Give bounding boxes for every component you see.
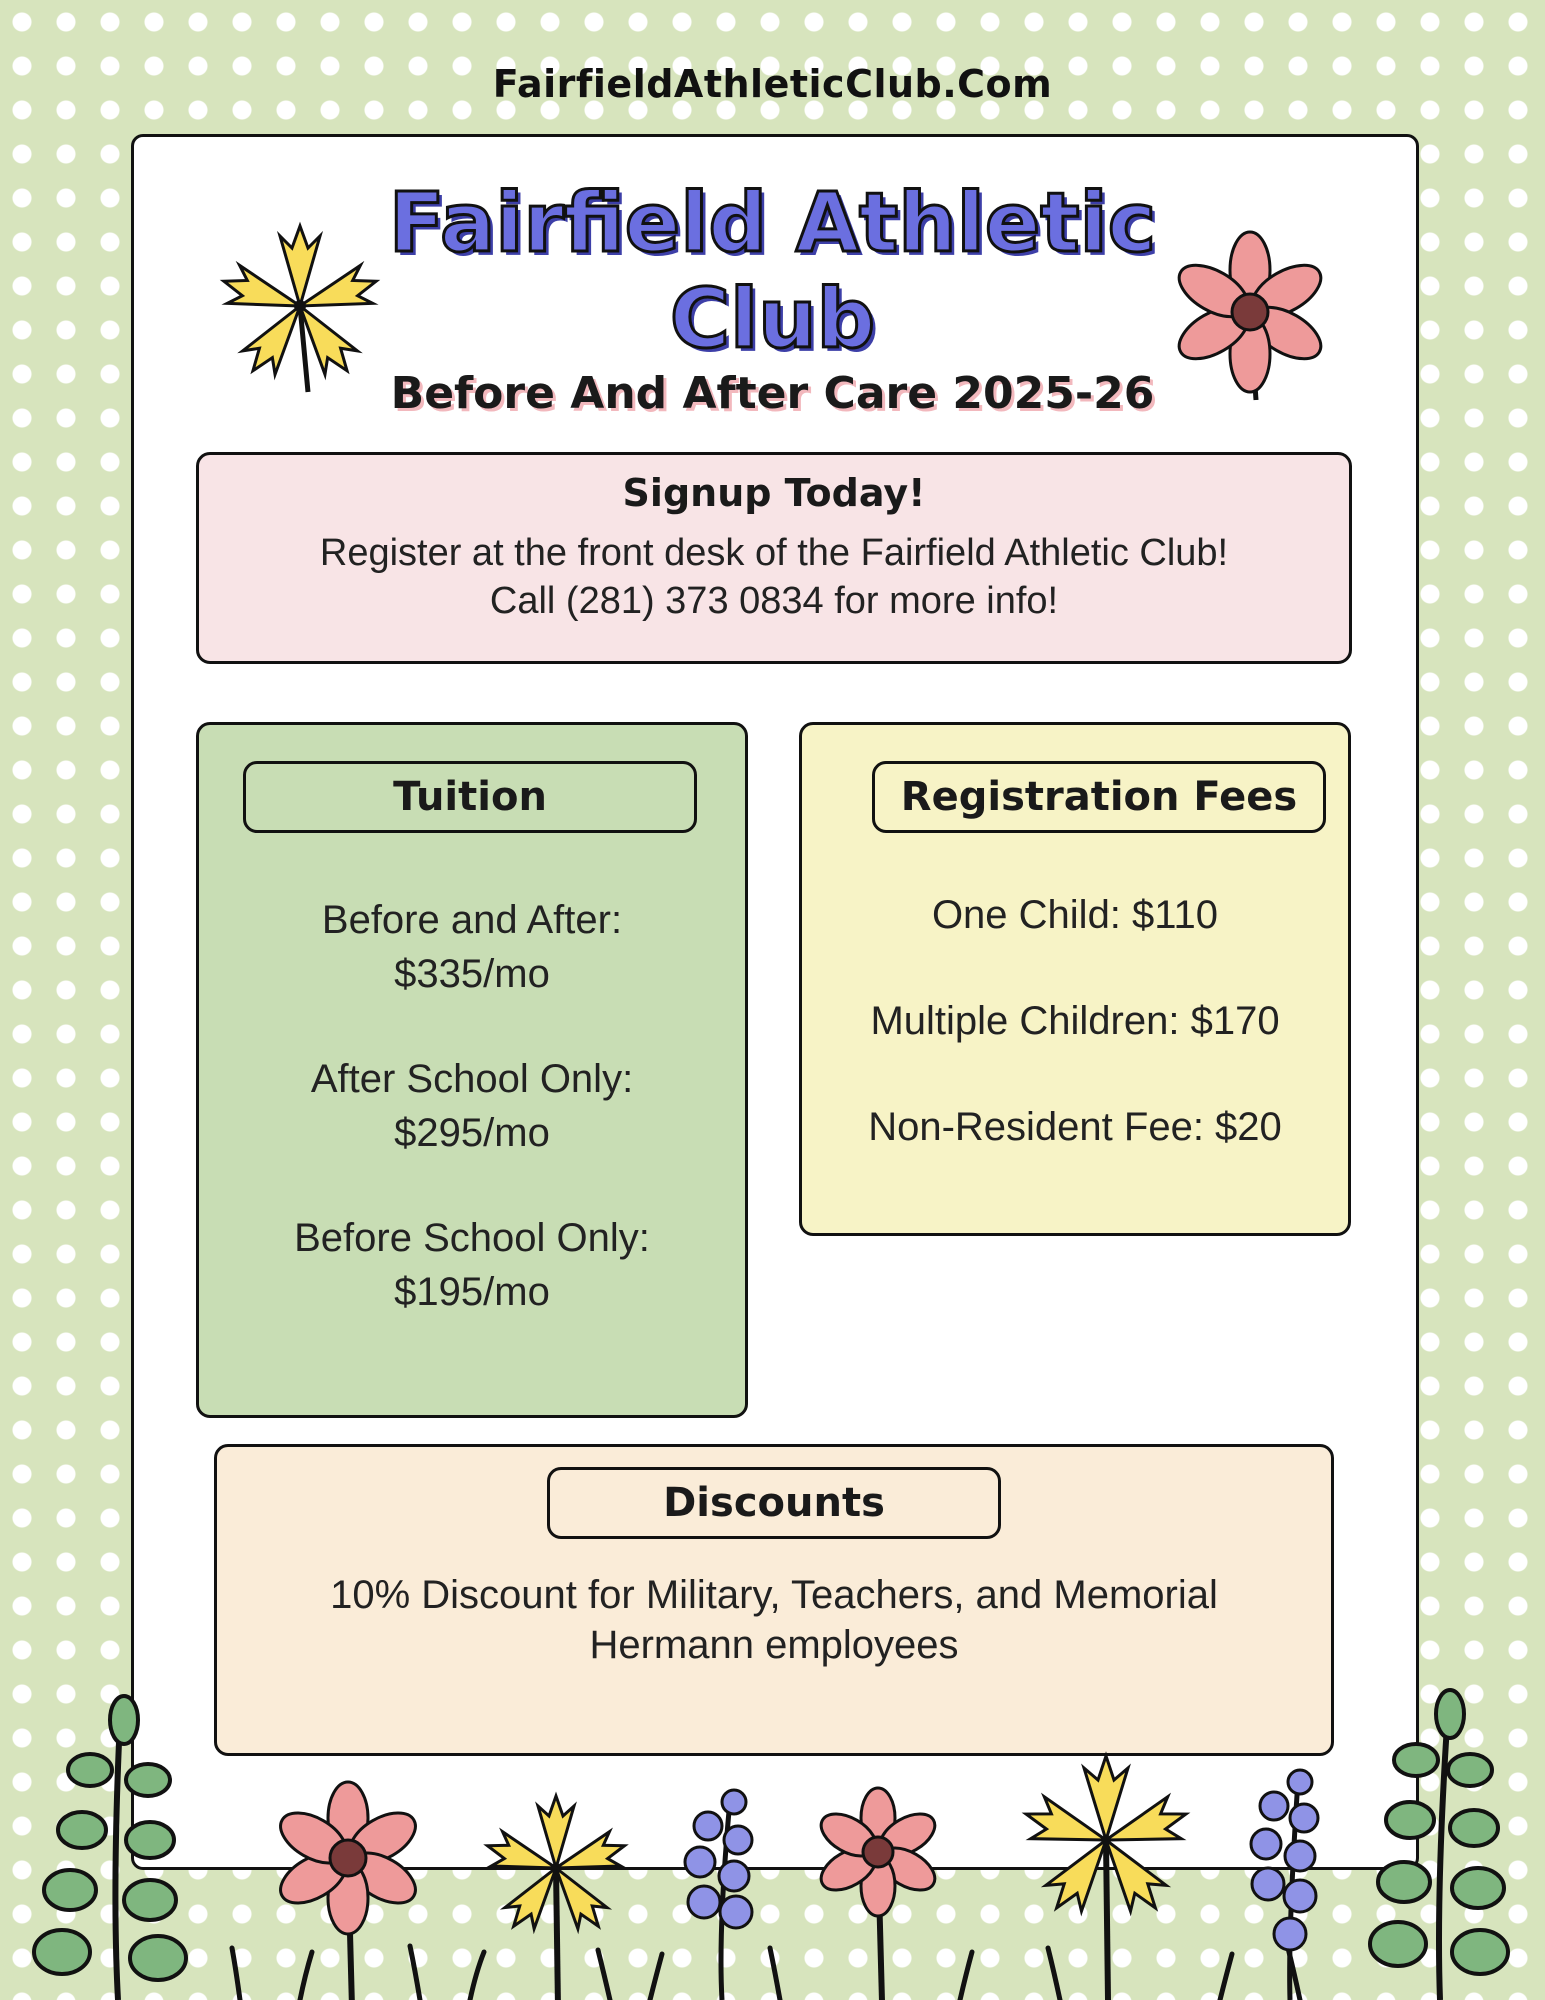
signup-line-2: Call (281) 373 0834 for more info! bbox=[489, 580, 1059, 622]
page-title bbox=[0, 176, 1545, 368]
blue-berry-icon bbox=[685, 1790, 752, 2000]
tuition-item-label: Before and After: bbox=[321, 898, 623, 942]
yellow-flower-icon bbox=[1019, 1756, 1192, 2000]
fee-item: Non-Resident Fee: $20 bbox=[868, 1105, 1282, 1149]
registration-fees-box bbox=[799, 722, 1351, 1236]
tuition-item-price: $195/mo bbox=[394, 1270, 550, 1314]
signup-box bbox=[196, 452, 1352, 664]
tuition-item-label: Before School Only: bbox=[294, 1216, 650, 1260]
tuition-item-price: $295/mo bbox=[394, 1111, 550, 1155]
green-leaf-stem-icon bbox=[34, 1696, 186, 2000]
tuition-item-label: After School Only: bbox=[310, 1057, 634, 1101]
discounts-line-1: 10% Discount for Military, Teachers, and Memorial bbox=[330, 1573, 1218, 1617]
garden-decoration bbox=[0, 1690, 1545, 2000]
pink-flower-icon bbox=[272, 1782, 424, 2000]
fee-item: Multiple Children: $170 bbox=[870, 999, 1280, 1043]
green-leaf-stem-icon bbox=[1370, 1690, 1508, 2000]
tuition-heading: Tuition bbox=[243, 761, 697, 833]
blue-berry-icon bbox=[1251, 1770, 1318, 2000]
signup-line-1: Register at the front desk of the Fairfield Athletic Club! bbox=[319, 532, 1229, 574]
discounts-heading: Discounts bbox=[547, 1467, 1001, 1539]
tuition-item-price: $335/mo bbox=[394, 952, 550, 996]
tuition-item bbox=[199, 1052, 745, 1160]
signup-heading: Signup Today! bbox=[622, 471, 926, 515]
pink-flower-icon bbox=[814, 1788, 942, 2000]
tuition-item bbox=[199, 893, 745, 1001]
fee-item: One Child: $110 bbox=[931, 893, 1219, 937]
page-subtitle: Before And After Care 2025-26 bbox=[390, 368, 1155, 419]
site-url: FairfieldAthleticClub.Com bbox=[492, 62, 1053, 106]
title-line-2: Club bbox=[669, 272, 876, 367]
tuition-box bbox=[196, 722, 748, 1418]
yellow-flower-icon bbox=[482, 1796, 630, 2000]
title-line-1: Fairfield Athletic bbox=[388, 176, 1157, 271]
tuition-item bbox=[199, 1211, 745, 1319]
discounts-line-2: Hermann employees bbox=[589, 1623, 959, 1667]
registration-fees-heading: Registration Fees bbox=[872, 761, 1326, 833]
